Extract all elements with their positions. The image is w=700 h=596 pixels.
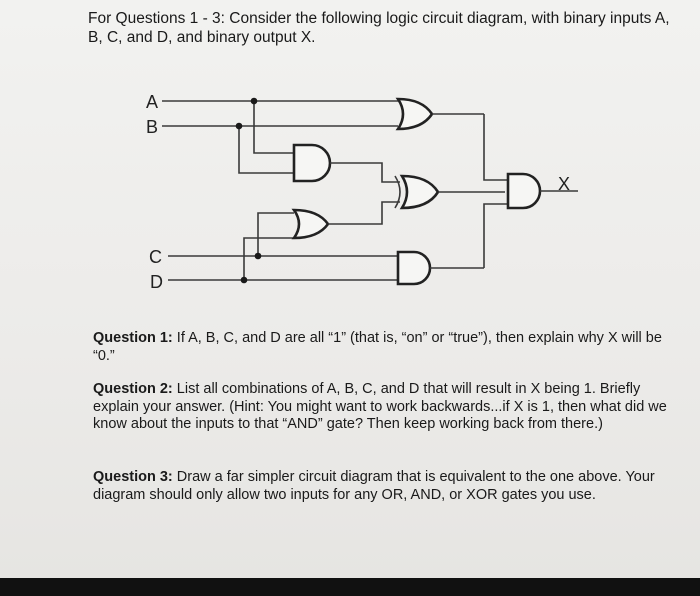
input-label-c: C [149, 247, 162, 267]
wire-bottom-to-final [484, 204, 508, 268]
input-label-b: B [146, 117, 159, 137]
junction-dot-d [241, 277, 248, 284]
junction-dot-a [251, 98, 258, 105]
branch-wires-ab [239, 101, 294, 173]
xor-gate-input-arc [395, 176, 400, 208]
and-gate-final [508, 174, 540, 208]
question-3-text: Draw a far simpler circuit diagram that is equivalent to the one above. Your diagram should only allow two inputs for any OR, AND, or XOR gates you use. [93, 469, 655, 503]
output-label-x: X [558, 174, 571, 194]
question-1 [93, 330, 668, 365]
junction-dot-c [255, 253, 262, 260]
input-label-a: A [146, 92, 159, 112]
question-2-text: List all combinations of A, B, C, and D that will result in X being 1. Briefly explain your answer. (Hint: You might want to work backwards...if X is 1, then what did we know about the inputs to that “AND” gate? Then keep working back from there.) [93, 381, 667, 432]
junction-dot-b [236, 123, 243, 130]
intro-text: For Questions 1 - 3: Consider the following logic circuit diagram, with binary inputs A, B, C, and D, and binary output X. [88, 10, 670, 46]
and-gate-cd [398, 252, 430, 284]
question-1-text: If A, B, C, and D are all “1” (that is, “on” or “true”), then explain why X will be “0.” [93, 330, 662, 364]
or-gate-cd [294, 210, 328, 238]
question-3-label: Question 3: [93, 469, 173, 485]
and-gate-ab [294, 145, 330, 181]
xor-gate-middle [402, 176, 438, 208]
wire-top-to-final [484, 114, 508, 180]
question-3 [93, 469, 668, 504]
or-gate-ab [398, 99, 432, 129]
question-2-label: Question 2: [93, 381, 173, 397]
branch-wires-cd [244, 213, 294, 280]
input-label-d: D [150, 272, 163, 292]
question-2 [93, 381, 668, 434]
bottom-dark-edge [0, 578, 700, 596]
question-1-label: Question 1: [93, 330, 173, 346]
input-wires [162, 101, 398, 280]
